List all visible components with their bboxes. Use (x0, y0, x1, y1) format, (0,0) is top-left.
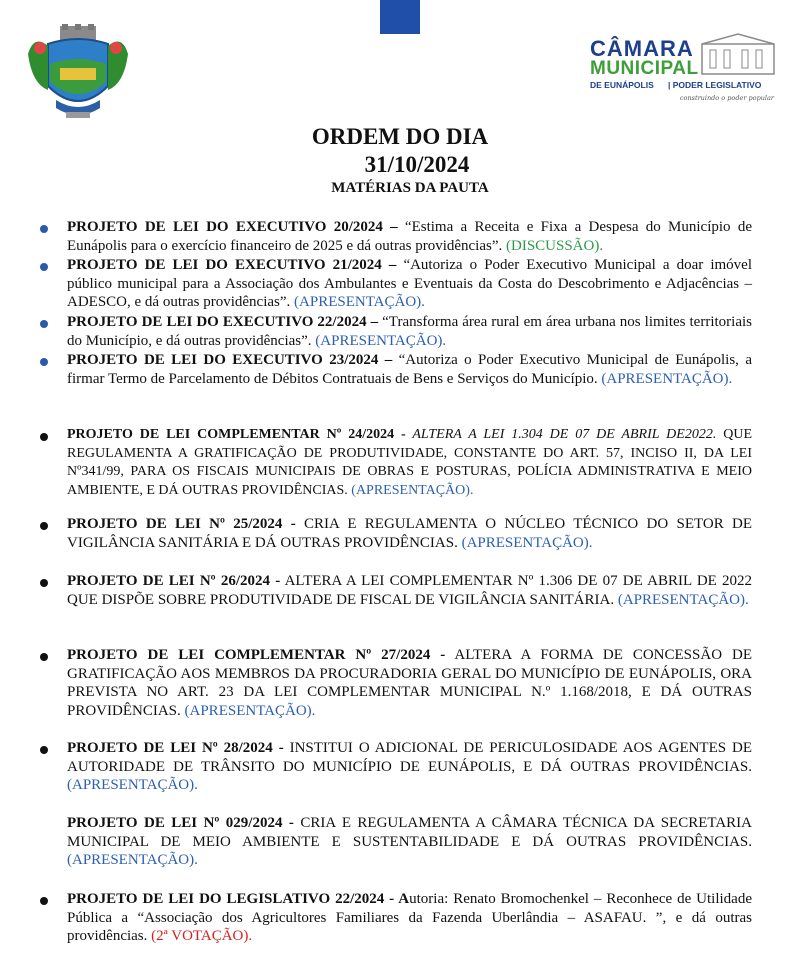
session-date: 31/10/2024 (364, 152, 470, 177)
item-heading: PROJETO DE LEI DO EXECUTIVO 23/2024 – (67, 352, 393, 368)
item-heading: PROJETO DE LEI COMPLEMENTAR Nº 24/2024 - (67, 427, 406, 442)
agenda-item-6 (67, 515, 752, 552)
bullet-icon (40, 579, 48, 587)
bullet-icon (40, 320, 48, 328)
bullet-icon (40, 433, 48, 441)
camara-logo-power: | PODER LEGISLATIVO (668, 80, 762, 90)
item-status: (APRESENTAÇÃO). (294, 294, 425, 310)
item-heading: PROJETO DE LEI Nº 26/2024 - (67, 573, 281, 589)
agenda-item-11 (67, 890, 752, 946)
item-text: “Estima a Receita e Fixa a Despesa do Município de Eunápolis para o exercício financeiro de 2025 e dá outras providências”. (67, 219, 752, 254)
agenda-item-3 (67, 313, 752, 350)
camara-logo-city: DE EUNÁPOLIS (590, 80, 654, 90)
agenda-item-2 (67, 256, 752, 312)
bullet-icon (40, 225, 48, 233)
agenda-item-7 (67, 572, 752, 609)
agenda-item-4 (67, 351, 752, 388)
item-heading: PROJETO DE LEI Nº 25/2024 - (67, 516, 296, 532)
item-text: “Transforma área rural em área urbana nos limites territoriais do Município, e dá outras providências”. (67, 314, 752, 349)
camara-municipal-logo (588, 32, 778, 106)
camara-logo-line1: CÂMARA (590, 36, 694, 61)
item-heading: PROJETO DE LEI Nº 029/2024 - (67, 815, 294, 831)
item-status: (APRESENTAÇÃO). (67, 852, 198, 868)
agenda-item-8 (67, 646, 752, 720)
camara-logo-line2: MUNICIPAL (590, 58, 699, 79)
bullet-icon (40, 263, 48, 271)
item-status: (APRESENTAÇÃO). (184, 702, 316, 719)
item-heading: PROJETO DE LEI DO LEGISLATIVO 22/2024 - A (67, 891, 410, 907)
bullet-icon (40, 653, 48, 661)
agenda-item-9 (67, 739, 752, 795)
item-text: ALTERA A LEI COMPLEMENTAR Nº 1.306 DE 07 DE ABRIL DE 2022 QUE DISPÕE SOBRE PRODUTIVIDADE DE FISCAL DE VIGILÂNCIA SANITÁRIA. (67, 573, 753, 608)
item-text: ALTERA A FORMA DE CONCESSÃO DE GRATIFICAÇÃO AOS MEMBROS DA PROCURADORIA GERAL DO MUNICÍPIO DE EUNÁPOLIS, ORA PREVISTA NO ART. 23 DA LEI COMPLEMENTAR MUNICIPAL N.º 1.168/2018, E DÁ OUTRAS PROVIDÊNCIAS. (67, 647, 752, 719)
camara-logo-tagline: construindo o poder popular (679, 94, 774, 102)
agenda-item-1 (67, 218, 752, 255)
item-heading: PROJETO DE LEI Nº 28/2024 - (67, 740, 284, 756)
item-text: CRIA E REGULAMENTA A CÂMARA TÉCNICA DA SECRETARIA MUNICIPAL DE MEIO AMBIENTE E SUSTENTABILIDADE E DÁ OUTRAS PROVIDÊNCIAS. (67, 815, 753, 850)
bullet-icon (40, 522, 48, 530)
item-text: QUE REGULAMENTA A GRATIFICAÇÃO DE PRODUTIVIDADE, CONSTANTE DO ART. 57, INCISO II, DA LEI Nº341/99, PARA OS FISCAIS MUNICIPAIS DE OBRAS E POSTURAS, POLÍCIA ADMINISTRATIVA E MEIO AMBIENTE, E DÁ OUTRAS PROVIDÊNCIAS. (67, 427, 752, 498)
item-text: CRIA E REGULAMENTA O NÚCLEO TÉCNICO DO SETOR DE VIGILÂNCIA SANITÁRIA E DÁ OUTRAS PROVIDÊNCIAS. (67, 516, 753, 551)
page-title: ORDEM DO DIA (311, 124, 489, 149)
building-icon (696, 32, 778, 78)
item-status: (DISCUSSÃO). (506, 237, 604, 254)
bullet-icon (40, 358, 48, 366)
item-status: (APRESENTAÇÃO). (601, 370, 733, 387)
item-text: INSTITUI O ADICIONAL DE PERICULOSIDADE AOS AGENTES DE AUTORIDADE DE TRÂNSITO DO MUNICÍPIO DE EUNÁPOLIS, E DÁ OUTRAS PROVIDÊNCIAS. (67, 740, 752, 775)
item-heading: PROJETO DE LEI DO EXECUTIVO 21/2024 – (67, 257, 397, 273)
item-heading: PROJETO DE LEI DO EXECUTIVO 22/2024 – (67, 314, 379, 330)
item-heading: PROJETO DE LEI COMPLEMENTAR Nº 27/2024 - (67, 647, 446, 663)
item-status: (2ª VOTAÇÃO). (151, 928, 253, 944)
bullet-icon (40, 897, 48, 905)
page-subtitle: MATÉRIAS DA PAUTA (331, 180, 489, 196)
bullet-icon (40, 746, 48, 754)
item-status: (APRESENTAÇÃO). (461, 534, 593, 551)
item-status: (APRESENTAÇÃO). (315, 332, 447, 349)
item-status: (APRESENTAÇÃO). (67, 777, 198, 793)
agenda-item-5 (67, 426, 752, 500)
item-text: utoria: Renato Bromochenkel – Reconhece de Utilidade Pública a “Associação dos Agricultores Familiares da Fazenda Uberlândia – ASAFAU. ”, e dá outras providências. (67, 891, 752, 944)
item-italic-text: ALTERA A LEI 1.304 DE 07 DE ABRIL DE2022. (405, 427, 717, 442)
top-color-bar (380, 0, 420, 34)
item-text: “Autoriza o Poder Executivo Municipal de Eunápolis, a firmar Termo de Parcelamento de Débitos Contratuais de Bens e Serviços do Município. (67, 352, 752, 387)
item-status: (APRESENTAÇÃO). (617, 591, 749, 608)
item-heading: PROJETO DE LEI DO EXECUTIVO 20/2024 – (67, 219, 398, 235)
municipal-crest-logo (26, 24, 130, 124)
item-text: “Autoriza o Poder Executivo Municipal a doar imóvel público municipal para a Associação dos Ambulantes e Eventuais da Costa do Descobrimento e Adjacências – ADESCO, e dá outras providências”. (67, 257, 752, 310)
item-status: (APRESENTAÇÃO). (351, 482, 474, 498)
agenda-item-10 (67, 814, 752, 870)
